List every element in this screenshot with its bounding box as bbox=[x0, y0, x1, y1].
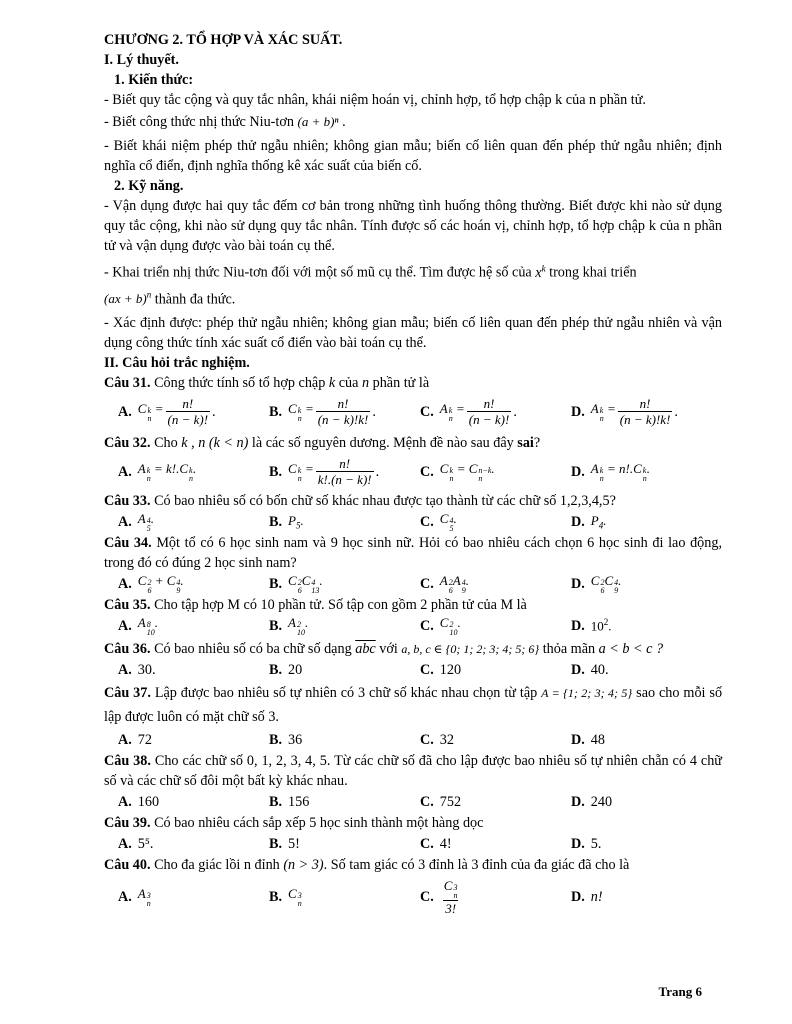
q32-option-a[interactable]: A. A k n = k!.C k n . bbox=[118, 461, 197, 484]
q33-option-d[interactable]: D. $P_4$. bbox=[571, 513, 607, 531]
question-33: Câu 33. Có bao nhiêu số có bốn chữ số khác nhau được tạo thành từ các chữ số 1,2,3,4,5? bbox=[104, 493, 616, 510]
question-40: Câu 40. Cho đa giác lồi n đỉnh (n > 3). Số tam giác có 3 đỉnh là 3 đỉnh của đa giác đã cho là bbox=[104, 857, 630, 874]
q39-option-d[interactable]: D. 5. bbox=[571, 835, 602, 852]
question-33-options bbox=[104, 511, 722, 533]
q35-option-c[interactable]: C. C 2 10 . bbox=[420, 615, 461, 638]
q36-option-b[interactable]: B. 20 bbox=[269, 661, 303, 678]
question-32: Câu 32. Cho k , n (k < n) là các số nguyên dương. Mệnh đề nào sau đây sai? bbox=[104, 435, 541, 452]
q34-option-c[interactable]: C. A 2 6 A 4 9 . bbox=[420, 573, 469, 596]
question-34-options bbox=[104, 573, 722, 595]
subsection-skills: 2. Kỹ năng. bbox=[114, 178, 184, 194]
question-34: Câu 34. Một tổ có 6 học sinh nam và 9 học sinh nữ. Hỏi có bao nhiêu cách chọn 6 học sinh đi lao động, trong đó có đúng 2 học sinh nam? bbox=[104, 535, 723, 572]
question-35: Câu 35. Cho tập hợp M có 10 phần tử. Số tập con gồm 2 phần tử của M là bbox=[104, 597, 527, 614]
question-35-options bbox=[104, 615, 722, 637]
q31-option-c[interactable]: C. A k n = $\frac{n!}{(n - k)!}$ . bbox=[420, 396, 517, 428]
q37-option-a[interactable]: A. 72 bbox=[118, 731, 152, 748]
q34-option-d[interactable]: D. C 2 6 C 4 9 . bbox=[571, 573, 622, 596]
q34-option-a[interactable]: A. C 2 6 + C 4 9 . bbox=[118, 573, 184, 596]
question-37-options bbox=[104, 729, 722, 751]
subsection-knowledge: 1. Kiến thức: bbox=[114, 72, 194, 88]
q37-option-d[interactable]: D. 48 bbox=[571, 731, 605, 748]
question-40-options bbox=[104, 875, 722, 919]
q38-option-c[interactable]: C. 752 bbox=[420, 793, 462, 810]
skill-2-line2: (ax + b)$^n$ thành đa thức. bbox=[104, 289, 236, 308]
page-number: Trang 6 bbox=[658, 984, 702, 999]
q36-option-a[interactable]: A. 30. bbox=[118, 661, 156, 678]
section-questions: II. Câu hỏi trắc nghiệm. bbox=[104, 355, 250, 372]
q33-option-c[interactable]: C. C 4 5 . bbox=[420, 511, 457, 534]
question-38-options bbox=[104, 791, 722, 813]
q35-option-b[interactable]: B. A 2 10 . bbox=[269, 615, 309, 638]
chapter-title: CHƯƠNG 2. TỔ HỢP VÀ XÁC SUẤT. bbox=[104, 32, 343, 48]
q36-option-d[interactable]: D. 40. bbox=[571, 661, 609, 678]
q38-option-a[interactable]: A. 160 bbox=[118, 793, 160, 810]
skill-2-line1: - Khai triển nhị thức Niu-tơn đối với một số mũ cụ thể. Tìm được hệ số của $x^k$ trong khai triển bbox=[104, 263, 637, 281]
skill-3: - Xác định được: phép thử ngẫu nhiên; không gian mẫu; biến cố liên quan đến phép thử ngẫu nhiên và vận dụng công thức tính xác suất cổ điển vào bài toán cụ thể. bbox=[104, 315, 722, 352]
q37-option-c[interactable]: C. 32 bbox=[420, 731, 454, 748]
q40-option-b[interactable]: B. C 3 n bbox=[269, 886, 302, 909]
question-39: Câu 39. Có bao nhiêu cách sắp xếp 5 học sinh thành một hàng dọc bbox=[104, 815, 484, 832]
question-31-options bbox=[104, 393, 722, 431]
q32-option-b[interactable]: B. C k n = $\frac{n!}{k!.(n - k)!}$ . bbox=[269, 456, 380, 488]
section-theory: I. Lý thuyết. bbox=[104, 52, 179, 68]
question-36-options bbox=[104, 659, 722, 681]
q34-option-b[interactable]: B. C 2 6 C 4 13 . bbox=[269, 573, 323, 596]
q40-option-d[interactable]: D. n! bbox=[571, 888, 603, 905]
question-31: Câu 31. Công thức tính số tổ hợp chập k của n phần tử là bbox=[104, 375, 430, 392]
q31-option-d[interactable]: D. A k n = $\frac{n!}{(n - k)!k!}$ . bbox=[571, 396, 678, 428]
q32-option-c[interactable]: C. C k n = C n−k n . bbox=[420, 461, 495, 484]
question-36: Câu 36. Có bao nhiêu số có ba chữ số dạng $\overline{abc}$ với a, b, c ∈ {0; 1; 2; 3; 4; 5; 6} thỏa mãn a < b < c ? bbox=[104, 641, 664, 658]
q40-option-c[interactable]: C. C 3 n 3! bbox=[420, 877, 458, 916]
q36-option-c[interactable]: C. 120 bbox=[420, 661, 462, 678]
question-38: Câu 38. Cho các chữ số 0, 1, 2, 3, 4, 5. Từ các chữ số đã cho lập được bao nhiêu số tự nhiên chẵn có 4 chữ số và các chữ số đôi một bất kỳ khác nhau. bbox=[104, 753, 722, 790]
skill-1: - Vận dụng được hai quy tắc đếm cơ bản trong những tình huống thông thường. Biết được khi nào sử dụng quy tắc cộng, khi nào sử dụng quy tắc nhân. Tính được số các hoán vị, chỉnh hợp, tổ hợp chập k của n phần tử và vận dụng được vào bài toán cụ thể. bbox=[104, 198, 722, 254]
q38-option-d[interactable]: D. 240 bbox=[571, 793, 613, 810]
knowledge-2: - Biết công thức nhị thức Niu-tơn (a + b)ⁿ . bbox=[104, 114, 346, 130]
knowledge-1: - Biết quy tắc cộng và quy tắc nhân, khái niệm hoán vị, chỉnh hợp, tổ hợp chập k của n phần tử. bbox=[104, 92, 646, 108]
q37-option-b[interactable]: B. 36 bbox=[269, 731, 303, 748]
q31-option-b[interactable]: B. C k n = $\frac{n!}{(n - k)!k!}$ . bbox=[269, 396, 376, 428]
q35-option-d[interactable]: D. $10^2$. bbox=[571, 617, 612, 634]
q33-option-b[interactable]: B. $P_5$. bbox=[269, 513, 304, 531]
q39-option-b[interactable]: B. 5! bbox=[269, 835, 300, 852]
question-32-options bbox=[104, 453, 722, 491]
q39-option-a[interactable]: A. 5⁵. bbox=[118, 835, 154, 852]
q40-option-a[interactable]: A. A 3 n bbox=[118, 886, 151, 909]
q38-option-b[interactable]: B. 156 bbox=[269, 793, 310, 810]
question-39-options bbox=[104, 833, 722, 855]
q31-option-a[interactable]: A. C k n = $\frac{n!}{(n - k)!}$ . bbox=[118, 396, 216, 428]
knowledge-3: - Biết khái niệm phép thử ngẫu nhiên; không gian mẫu; biến cố liên quan đến phép thử ngẫu nhiên; định nghĩa cổ điển, định nghĩa thống kê xác suất của biến cố. bbox=[104, 138, 722, 174]
q35-option-a[interactable]: A. A 8 10 . bbox=[118, 615, 158, 638]
q33-option-a[interactable]: A. A 4 5 . bbox=[118, 511, 154, 534]
question-37: Câu 37. Lập được bao nhiêu số tự nhiên có 3 chữ số khác nhau chọn từ tập A = {1; 2; 3; 4; 5} sao cho mỗi số lập được luôn có mặt chữ số 3. bbox=[104, 685, 723, 726]
q39-option-c[interactable]: C. 4! bbox=[420, 835, 452, 852]
q32-option-d[interactable]: D. A k n = n!.C k n . bbox=[571, 461, 651, 484]
